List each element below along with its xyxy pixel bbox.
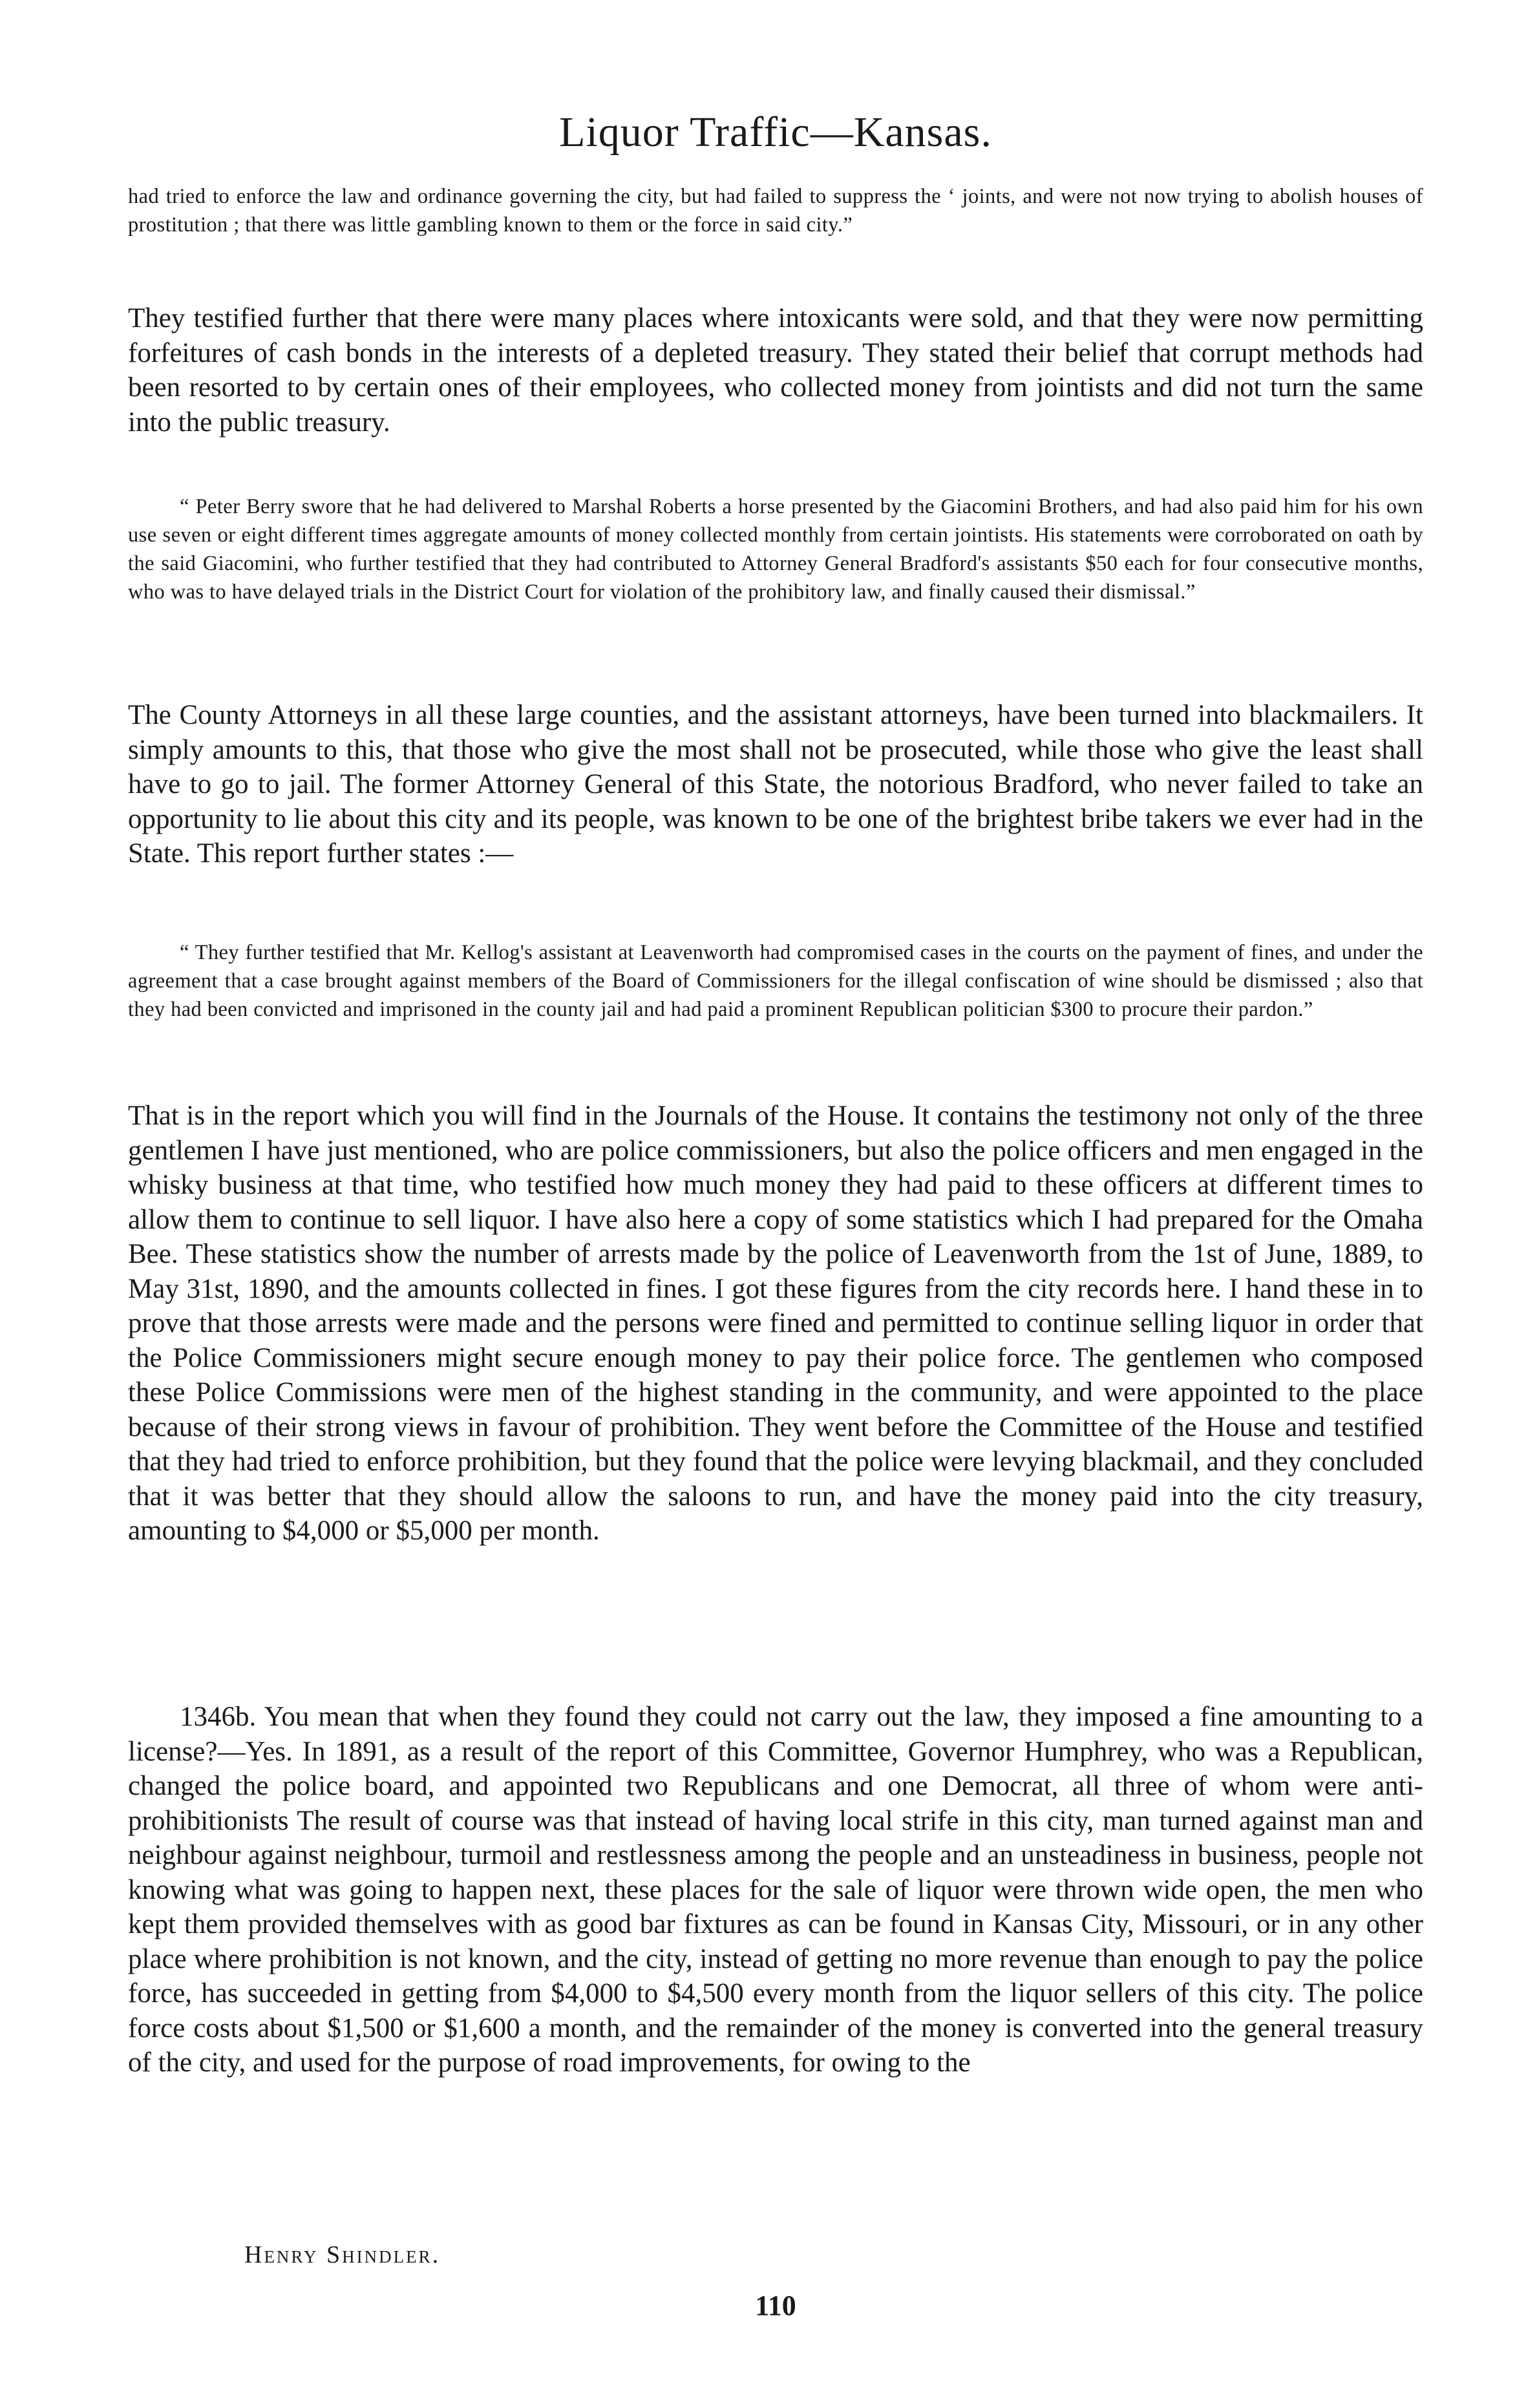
quote-opening: had tried to enforce the law and ordinance governing the city, but had failed to suppress the ‘ joints, and were not now trying to abolish houses of prostitution ; that there was little gambling known to them or the force in said city.” [128, 185, 1423, 237]
journals-report-paragraph: That is in the report which you will find in the Journals of the House. It contains the testimony not only of the three gentlemen I have just mentioned, who are police commissioners, but also the police officers and men engaged in the whisky business at that time, who testified how much money they had paid to these officers at different times to allow them to continue to sell liquor. I have also here a copy of some statistics which I had prepared for the Omaha Bee. These statistics show the number of arrests made by the police of Leavenworth from the 1st of June, 1889, to May 31st, 1890, and the amounts collected in fines. I got these figures from the city records here. I hand these in to prove that those arrests were made and the persons were fined and permitted to continue selling liquor in order that the Police Commissioners might secure enough money to pay their police force. The gentlemen who composed these Police Commissions were men of the highest standing in the community, and were appointed to the place because of their strong views in favour of prohibition. They went before the Committee of the House and testified that they had tried to enforce prohibition, but they found that the police were levying blackmail, and they concluded that it was better that they should allow the saloons to run, and have the money paid into the city treasury, amounting to $4,000 or $5,000 per month. [128, 1101, 1423, 1546]
running-head: Liquor Traffic—Kansas. [559, 109, 992, 156]
quote-peter-berry: “ Peter Berry swore that he had delivered to Marshal Roberts a horse presented by the Giacomini Brothers, and had also paid him for his own use seven or eight different times aggregate amounts of money collected monthly from certain jointists. His statements were corroborated on oath by the said Giacomini, who further testified that they had contributed to Attorney General Bradford's assistants $50 each for four consecutive months, who was to have delayed trials in the District Court for violation of the prohibitory law, and finally caused their dismissal.” [128, 495, 1423, 604]
page-number: 110 [755, 2290, 796, 2321]
signature: Henry Shindler. [244, 2241, 441, 2268]
question-1346b-paragraph: 1346b. You mean that when they found they could not carry out the law, they imposed a fine amounting to a license?—Yes. In 1891, as a result of the report of this Committee, Governor Humphrey, who was a Republican, changed the police board, and appointed two Republicans and one Democrat, all three of whom were anti-prohibitionists The result of course was that instead of having local strife in this city, man turned against man and neighbour against neighbour, turmoil and restlessness among the people and an unsteadiness in business, people not knowing what was going to happen next, these places for the sale of liquor were thrown wide open, the men who kept them provided themselves with as good bar fixtures as can be found in Kansas City, Missouri, or in any other place where prohibition is not known, and the city, instead of getting no more revenue than enough to pay the police force, has succeeded in getting from $4,000 to $4,500 every month from the liquor sellers of this city. The police force costs about $1,500 or $1,600 a month, and the remainder of the money is converted into the general treasury of the city, and used for the purpose of road improvements, for owing to the [128, 1702, 1423, 2078]
quote-kellog: “ They further testified that Mr. Kellog's assistant at Leavenworth had compromised cases in the courts on the payment of fines, and under the agreement that a case brought against members of the Board of Commissioners for the illegal confiscation of wine should be dismissed ; also that they had been convicted and imprisoned in the county jail and had paid a prominent Republican politician $300 to procure their pardon.” [128, 941, 1423, 1021]
document-page [128, 0, 1423, 2408]
county-attorneys-paragraph: The County Attorneys in all these large counties, and the assistant attorneys, have been turned into blackmailers. It simply amounts to this, that those who give the most shall not be prosecuted, while those who give the least shall have to go to jail. The former Attorney General of this State, the notorious Bradford, who never failed to take an opportunity to lie about this city and its people, was known to be one of the brightest bribe takers we ever had in the State. This report further states :— [128, 700, 1423, 869]
testimony-summary-paragraph: They testified further that there were many places where intoxicants were sold, and that they were now permitting forfeitures of cash bonds in the interests of a depleted treasury. They stated their belief that corrupt methods had been resorted to by certain ones of their employees, who collected money from jointists and did not turn the same into the public treasury. [128, 303, 1423, 438]
